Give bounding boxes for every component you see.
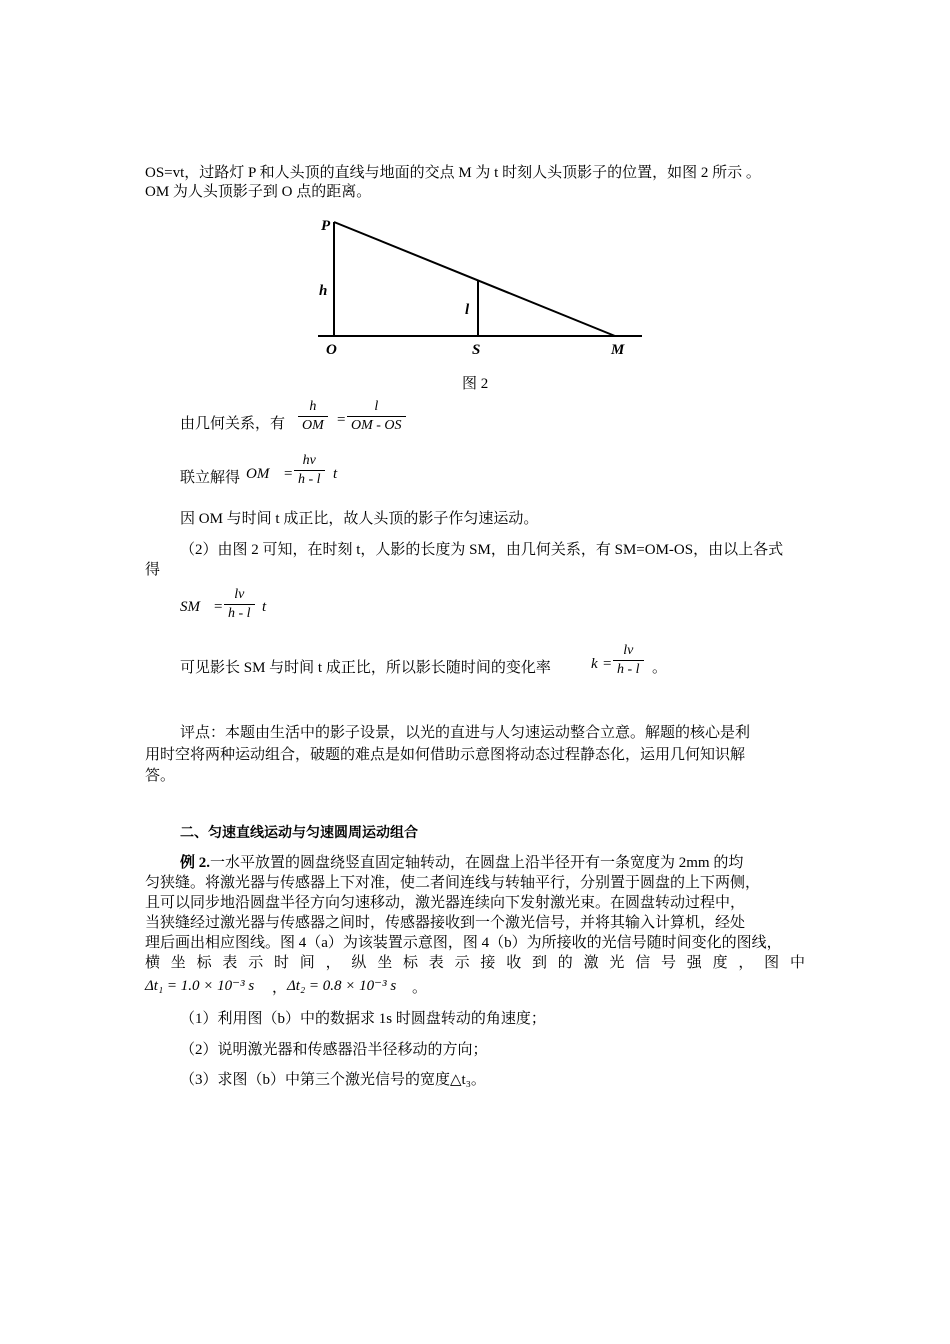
eq1-lhs-num: h: [309, 399, 317, 414]
eq2-lhs: OM: [246, 466, 270, 482]
question-2: （2）说明激光器和传感器沿半径移动的方向；: [180, 1042, 488, 1058]
example2-line-2: 匀狭缝。将激光器与传感器上下对准，使二者间连线与转轴平行，分别置于圆盘的上下两侧，: [145, 875, 761, 891]
eq1-lhs-fraction: [298, 399, 328, 434]
eq4-k: k: [591, 656, 598, 672]
example2-dt1: Δt₁ = 1.0 × 10⁻³ s: [145, 978, 255, 994]
label-S: S: [472, 342, 481, 358]
example2-end: 。: [412, 980, 428, 996]
eq1-equals: =: [337, 412, 346, 428]
example2-line-1: [180, 854, 743, 873]
eq1-rhs-num: l: [374, 399, 379, 414]
eq1-prefix: 由几何关系，有: [180, 416, 286, 432]
eq1-rhs-den: OM - OS: [351, 418, 402, 433]
example2-line-5: 理后画出相应图线。图 4（a）为该装置示意图，图 4（b）为所接收的光信号随时间变化的图线，: [145, 935, 782, 951]
eq2-num: hv: [302, 453, 316, 468]
label-M: M: [611, 342, 625, 358]
conclusion-1: 因 OM 与时间 t 成正比，故人头顶的影子作匀速运动。: [180, 511, 539, 527]
eq3-den: h - l: [228, 606, 251, 621]
eq3-suffix: t: [262, 599, 267, 615]
eq4-num: lv: [623, 643, 634, 658]
eq2-prefix: 联立解得: [180, 470, 241, 486]
example2-line-4: 当狭缝经过激光器与传感器之间时，传感器接收到一个激光信号，并将其输入计算机，经处: [145, 915, 746, 931]
eq2-den: h - l: [298, 472, 321, 487]
example2-dt2: Δt₂ = 0.8 × 10⁻³ s: [287, 978, 397, 994]
example2-line-6: 横 坐 标 表 示 时 间 ， 纵 坐 标 表 示 接 收 到 的 激 光 信 号 强 度 ， 图 中: [145, 955, 805, 971]
comment-line-2: 用时空将两种运动组合，破题的难点是如何借助示意图将动态过程静态化，运用几何知识解: [145, 747, 746, 763]
label-l: l: [465, 302, 470, 318]
light-ray-line: [334, 222, 615, 336]
label-h: h: [319, 283, 328, 299]
eq3-fraction: [224, 587, 255, 622]
eq1-lhs-den: OM: [302, 418, 324, 433]
section-2-heading: 二、匀速直线运动与匀速圆周运动组合: [180, 825, 418, 841]
example2-line-1-text: 一水平放置的圆盘绕竖直固定轴转动，在圆盘上沿半径开有一条宽度为 2mm 的均: [210, 855, 744, 871]
eq4-equals: =: [603, 656, 612, 672]
eq4-fraction: [613, 643, 644, 678]
label-O: O: [326, 342, 337, 358]
example2-label: 例 2.: [180, 855, 211, 871]
part2-line-1: （2）由图 2 可知，在时刻 t，人影的长度为 SM，由几何关系，有 SM=OM-OS，由以上各式: [180, 542, 784, 558]
comment-line-1: 评点：本题由生活中的影子设景，以光的直进与人匀速运动整合立意。解题的核心是利: [180, 725, 751, 741]
eq2-suffix: t: [333, 466, 338, 482]
intro-line-1: OS=vt，过路灯 P 和人头顶的直线与地面的交点 M 为 t 时刻人头顶影子的位置，如图 2 所示 。: [145, 165, 761, 181]
question-1: （1）利用图（b）中的数据求 1s 时圆盘转动的角速度；: [180, 1011, 546, 1027]
figure-caption: 图 2: [462, 376, 489, 392]
eq2-equals: =: [284, 466, 293, 482]
example2-line-3: 且可以同步地沿圆盘半径方向匀速移动，激光器连续向下发射激光束。在圆盘转动过程中，: [145, 895, 746, 911]
eq3-num: lv: [234, 587, 245, 602]
eq3-lhs: SM: [180, 599, 200, 615]
label-P: P: [321, 218, 331, 234]
figure-2-diagram: [310, 215, 650, 360]
part2-line-2: 得: [145, 562, 161, 578]
question-3: （3）求图（b）中第三个激光信号的宽度△t₃。: [180, 1072, 486, 1088]
comment-line-3: 答。: [145, 768, 176, 784]
eq4-suffix: 。: [652, 660, 668, 676]
intro-line-2: OM 为人头顶影子到 O 点的距离。: [145, 184, 372, 200]
eq4-prefix: 可见影长 SM 与时间 t 成正比，所以影长随时间的变化率: [180, 660, 551, 676]
eq1-rhs-fraction: [347, 399, 406, 434]
eq2-fraction: [294, 453, 325, 488]
eq3-equals: =: [214, 599, 223, 615]
example2-sep: ，: [272, 980, 288, 996]
eq4-den: h - l: [617, 662, 640, 677]
